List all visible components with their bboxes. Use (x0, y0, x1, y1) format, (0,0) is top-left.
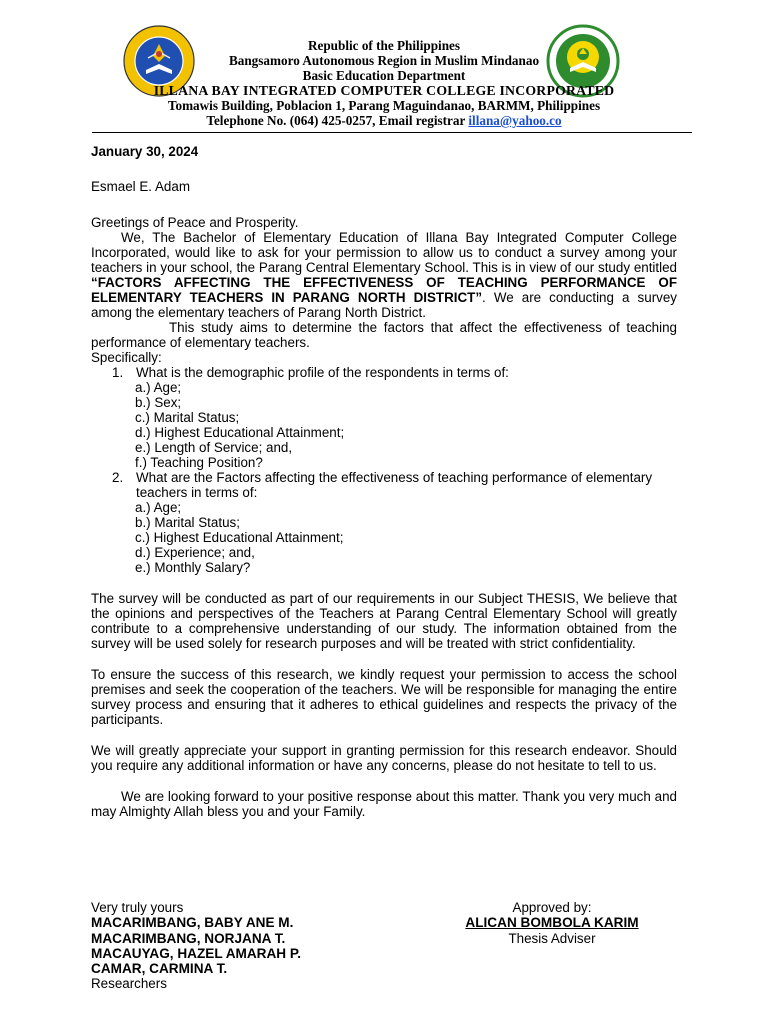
question-number: 2. (112, 470, 124, 485)
list-item: d.) Experience; and, (135, 545, 255, 560)
approved-label: Approved by: (512, 900, 592, 915)
adviser-signature-block (452, 900, 652, 946)
list-item: e.) Monthly Salary? (135, 560, 251, 575)
list-item: c.) Marital Status; (135, 410, 240, 425)
question-1-items (135, 380, 677, 470)
college-contact (0, 113, 768, 128)
list-item: c.) Highest Educational Attainment; (135, 530, 344, 545)
list-item: b.) Marital Status; (135, 515, 240, 530)
paragraph-survey: The survey will be conducted as part of our requirements in our Subject THESIS, We believe that the opinions and perspectives of the Teachers at Parang Central Elementary School will greatly contribute to a comprehensive understanding of our study. The information obtained from the survey will be used solely for research purposes and will be treated with strict confidentiality. (91, 591, 677, 651)
contact-text: Telephone No. (064) 425-0257, Email registrar (206, 113, 469, 128)
paragraph-intro (91, 230, 677, 320)
question-1 (112, 365, 677, 380)
specifically-label: Specifically: (91, 350, 162, 365)
paragraph-closing: We are looking forward to your positive response about this matter. Thank you very much and may Almighty Allah bless you and your Family. (91, 789, 677, 819)
intro-text-b: . We are conducting a survey among the elementary teachers of Parang North District. (91, 290, 677, 320)
adviser-title: Thesis Adviser (508, 930, 596, 946)
question-number: 1. (112, 365, 124, 380)
letterhead (0, 38, 768, 128)
letterhead-line-department: Basic Education Department (302, 68, 466, 83)
greeting: Greetings of Peace and Prosperity. (91, 215, 299, 230)
question-2 (112, 470, 677, 500)
list-item: d.) Highest Educational Attainment; (135, 425, 345, 440)
email-link[interactable]: illana@yahoo.co (468, 113, 562, 128)
header-divider (92, 132, 692, 133)
researcher-name: CAMAR, CARMINA T. (91, 961, 228, 977)
adviser-name: ALICAN BOMBOLA KARIM (465, 915, 639, 931)
letterhead-line-republic: Republic of the Philippines (307, 38, 461, 53)
researchers-signature-block (91, 900, 301, 992)
letter-date: January 30, 2024 (91, 144, 199, 159)
closing-line: Very truly yours (91, 900, 184, 915)
intro-text-a: We, The Bachelor of Elementary Education of Illana Bay Integrated Computer College Incorporated, would like to ask for your permission to allow us to conduct a survey among your teachers in your school, the Parang Central Elementary School. This is in view of our study entitled (91, 230, 677, 275)
researcher-name: MACARIMBANG, BABY ANE M. (91, 915, 294, 931)
letterhead-line-region: Bangsamoro Autonomous Region in Muslim Mindanao (228, 53, 540, 68)
researcher-name: MACARIMBANG, NORJANA T. (91, 930, 286, 946)
letter-body (91, 144, 677, 819)
researcher-name: MACAUYAG, HAZEL AMARAH P. (91, 945, 301, 961)
paragraph-permission: To ensure the success of this research, we kindly request your permission to access the school premises and seek the cooperation of the teachers. We will be responsible for managing the entire survey process and ensuring that it adheres to ethical guidelines and respects the privacy of the participants. (91, 667, 677, 727)
paragraph-appreciation: We will greatly appreciate your support in granting permission for this research endeavor. Should you require any additional information or have any concerns, please do not hesitate to tell to us. (91, 743, 677, 773)
list-item: e.) Length of Service; and, (135, 440, 293, 455)
addressee: Esmael E. Adam (91, 179, 190, 194)
college-name: ILLANA BAY INTEGRATED COMPUTER COLLEGE INCORPORATED (153, 83, 615, 98)
list-item: a.) Age; (135, 500, 182, 515)
list-item: b.) Sex; (135, 395, 182, 410)
question-text: What is the demographic profile of the respondents in terms of: (136, 365, 509, 380)
paragraph-aim: This study aims to determine the factors that affect the effectiveness of teaching performance of elementary teachers. (91, 320, 677, 350)
question-2-items (135, 500, 677, 575)
researchers-label: Researchers (91, 976, 167, 992)
study-title: “FACTORS AFFECTING THE EFFECTIVENESS OF TEACHING PERFORMANCE OF ELEMENTARY TEACHERS IN PARANG NORTH DISTRICT” (91, 275, 677, 305)
question-text: What are the Factors affecting the effectiveness of teaching performance of elementary teachers in terms of: (136, 470, 653, 500)
list-item: a.) Age; (135, 380, 182, 395)
college-address: Tomawis Building, Poblacion 1, Parang Maguindanao, BARMM, Philippines (167, 98, 601, 113)
list-item: f.) Teaching Position? (135, 455, 263, 470)
